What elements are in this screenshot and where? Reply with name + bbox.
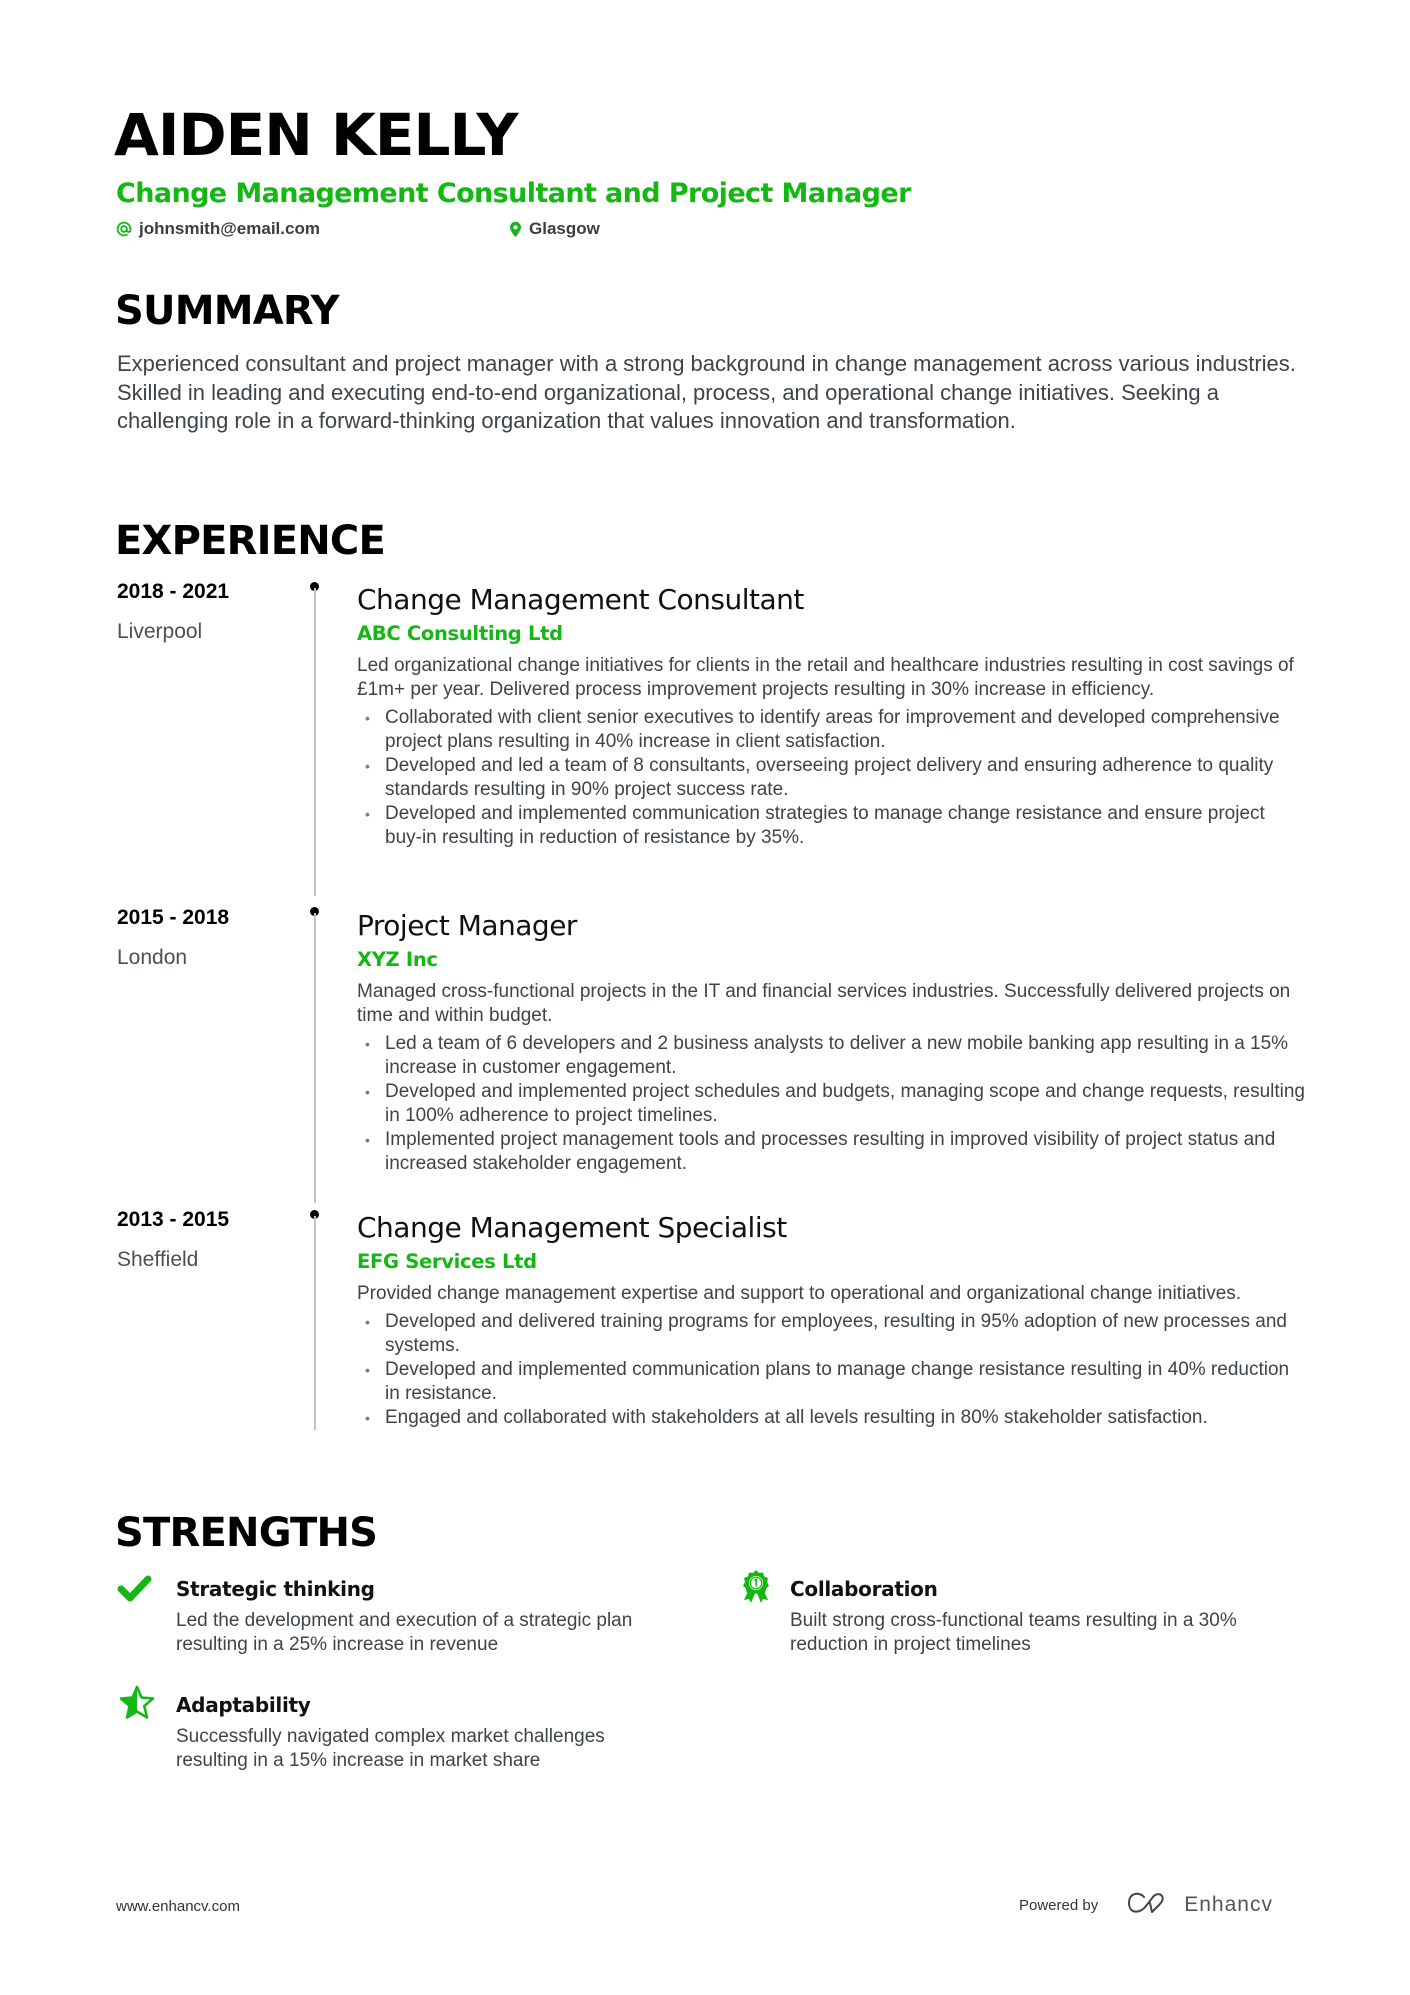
job-bullets (357, 1032, 1307, 1176)
bullet-dot-icon: • (365, 1362, 370, 1378)
award-ribbon-icon (737, 1575, 777, 1611)
job-description: Managed cross-functional projects in the IT and financial services industries. Successfully delivered projects on time and within budget. (357, 981, 1291, 1026)
bullet-item: • Developed and implemented project schedules and budgets, managing scope and change requests, resulting in 100% adherence to project timelines. (365, 1081, 1305, 1126)
job-bullets (357, 706, 1307, 850)
at-icon (116, 221, 132, 237)
bullet-dot-icon: • (365, 710, 370, 726)
strength-title: Collaboration (790, 1577, 938, 1601)
footer-branding[interactable] (1019, 1890, 1273, 1920)
job-location: London (117, 946, 188, 969)
bullet-dot-icon: • (365, 1410, 370, 1426)
job-title: Change Management Consultant (357, 583, 804, 616)
job-dates: 2013 - 2015 (117, 1208, 230, 1231)
strength-description: Successfully navigated complex market challenges resulting in a 15% increase in market share (176, 1726, 605, 1771)
job-description: Provided change management expertise and support to operational and organizational change initiatives. (357, 1283, 1242, 1304)
bullet-dot-icon: • (365, 1084, 370, 1100)
summary-text: Experienced consultant and project manager with a strong background in change management across various industries. Skilled in leading and executing end-to-end organizational, process, and operational change initiatives. Seeking a challenging role in a forward-thinking organization that values innovation and transformation. (117, 351, 1296, 433)
strength-item (117, 1575, 677, 1657)
bullet-dot-icon: • (365, 806, 370, 822)
candidate-title: Change Management Consultant and Project Manager (116, 178, 911, 209)
job-location: Sheffield (117, 1248, 199, 1271)
bullet-dot-icon: • (365, 1132, 370, 1148)
summary-heading: SUMMARY (115, 288, 339, 334)
timeline-line (314, 913, 316, 1203)
bullet-item: • Developed and implemented communication plans to manage change resistance resulting in 40% reduction in resistance. (365, 1359, 1290, 1404)
candidate-name: AIDEN KELLY (114, 101, 518, 169)
company-name: EFG Services Ltd (357, 1250, 537, 1273)
bullet-item: • Developed and implemented communication strategies to manage change resistance and ensure project buy-in resulting in reduction of resistance by 35%. (365, 803, 1265, 848)
bullet-dot-icon: • (365, 1036, 370, 1052)
map-pin-icon (509, 221, 522, 238)
timeline-line (314, 588, 316, 896)
strength-title: Strategic thinking (176, 1577, 375, 1601)
strengths-heading: STRENGTHS (115, 1510, 378, 1556)
strength-item (737, 1575, 1297, 1657)
bullet-item: • Led a team of 6 developers and 2 business analysts to deliver a new mobile banking app resulting in a 15% increase in customer engagement. (365, 1033, 1289, 1078)
experience-heading: EXPERIENCE (115, 518, 385, 564)
job-title: Project Manager (357, 909, 577, 942)
strength-description: Built strong cross-functional teams resulting in a 30% reduction in project timelines (790, 1610, 1237, 1655)
bullet-item: • Engaged and collaborated with stakeholders at all levels resulting in 80% stakeholder satisfaction. (365, 1407, 1208, 1428)
bullet-item: • Collaborated with client senior executives to identify areas for improvement and developed comprehensive project plans resulting in 40% increase in client satisfaction. (365, 707, 1280, 752)
job-title: Change Management Specialist (357, 1211, 787, 1244)
timeline-line (314, 1216, 316, 1430)
strength-title: Adaptability (176, 1693, 311, 1717)
company-name: XYZ Inc (357, 948, 438, 971)
half-star-icon (117, 1691, 157, 1727)
bullet-dot-icon: • (365, 758, 370, 774)
job-dates: 2015 - 2018 (117, 906, 230, 929)
enhancv-logo-icon (1126, 1891, 1172, 1920)
job-location: Liverpool (117, 620, 203, 643)
bullet-item: • Developed and led a team of 8 consultants, overseeing project delivery and ensuring adherence to quality standards resulting in 90% project success rate. (365, 755, 1274, 800)
location-text: Glasgow (529, 219, 600, 238)
bullet-item: • Implemented project management tools and processes resulting in improved visibility of project status and increased stakeholder engagement. (365, 1129, 1276, 1174)
strength-description: Led the development and execution of a strategic plan resulting in a 25% increase in revenue (176, 1610, 633, 1655)
brand-name: Enhancv (1184, 1893, 1273, 1916)
bullet-dot-icon: • (365, 1314, 370, 1330)
checkmark-icon (117, 1575, 157, 1611)
job-description: Led organizational change initiatives for clients in the retail and healthcare industries resulting in cost savings of £1m+ per year. Delivered process improvement projects resulting in 30% increase in efficiency. (357, 655, 1294, 700)
job-entry (357, 582, 1307, 850)
company-name: ABC Consulting Ltd (357, 622, 563, 645)
job-bullets (357, 1310, 1307, 1430)
bullet-item: • Developed and delivered training programs for employees, resulting in 95% adoption of new processes and systems. (365, 1311, 1287, 1356)
job-entry (357, 1210, 1307, 1430)
strength-item (117, 1691, 677, 1773)
email-text: johnsmith@email.com (139, 219, 320, 238)
contact-location (509, 218, 600, 240)
powered-by-label: Powered by (1019, 1896, 1099, 1914)
job-dates: 2018 - 2021 (117, 580, 230, 603)
footer-website-link[interactable]: www.enhancv.com (116, 1898, 240, 1915)
job-entry (357, 908, 1307, 1176)
contact-email[interactable] (116, 218, 320, 240)
